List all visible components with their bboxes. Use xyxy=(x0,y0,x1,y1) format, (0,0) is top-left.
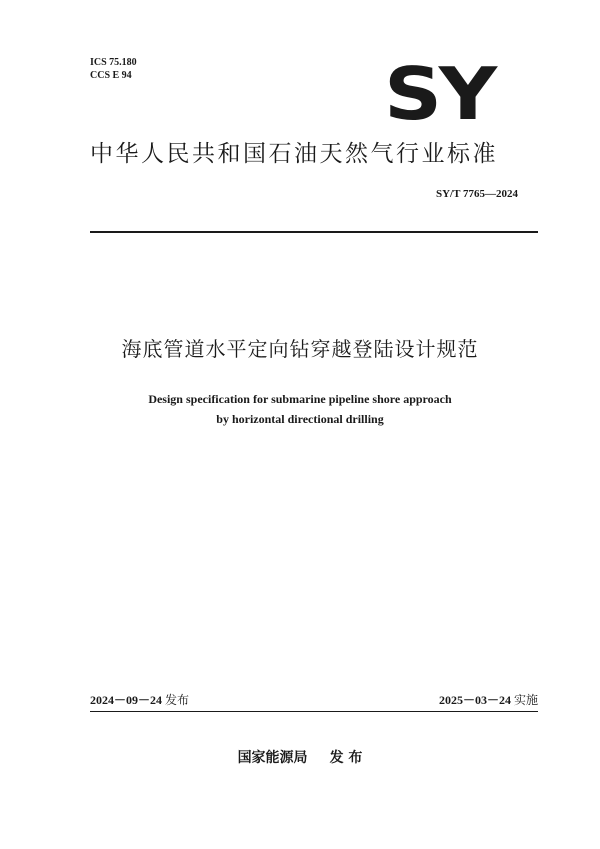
bottom-divider xyxy=(90,711,538,712)
issue-label: 发布 xyxy=(165,693,190,707)
org-title: 中华人民共和国石油天然气行业标准 xyxy=(90,141,498,167)
ccs-code: CCS E 94 xyxy=(90,70,132,81)
publisher-action: 发 布 xyxy=(329,750,363,766)
standard-number: SY/T 7765—2024 xyxy=(435,188,518,200)
sy-logo: SY xyxy=(384,52,494,136)
classification-block xyxy=(90,56,137,82)
document-title-zh: 海底管道水平定向钻穿越登陆设计规范 xyxy=(121,337,479,361)
publisher-line xyxy=(0,747,600,767)
ics-code: ICS 75.180 xyxy=(90,57,137,68)
issue-date-block xyxy=(90,691,189,708)
implement-label: 实施 xyxy=(513,693,538,707)
publisher-name: 国家能源局 xyxy=(237,750,308,766)
document-title-en xyxy=(0,389,600,429)
issue-date: 2024－09－24 xyxy=(90,693,163,707)
implement-date: 2025－03－24 xyxy=(438,693,511,707)
document-title-en-line1: Design specification for submarine pipeline shore approach xyxy=(148,392,452,406)
implement-date-block xyxy=(439,691,538,708)
document-title-en-line2: by horizontal directional drilling xyxy=(216,412,384,426)
top-divider xyxy=(90,231,538,233)
